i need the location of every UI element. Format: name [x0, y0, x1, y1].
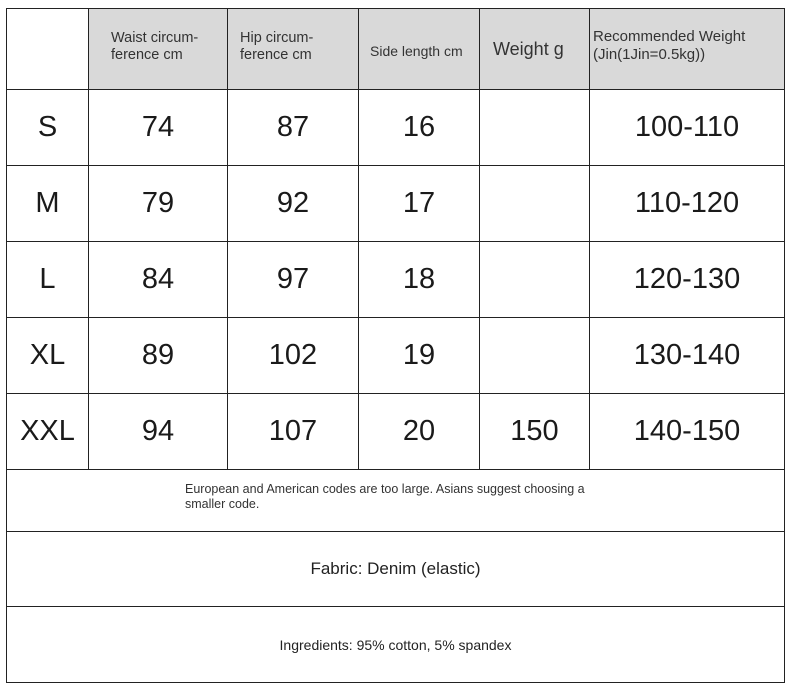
- hip-value: 87: [228, 90, 359, 166]
- recommended-weight-value: 120-130: [590, 242, 785, 318]
- header-hip: Hip circum-ference cm: [228, 9, 359, 90]
- size-label: S: [7, 90, 89, 166]
- waist-value: 79: [89, 166, 228, 242]
- hip-value: 92: [228, 166, 359, 242]
- table-row: [7, 242, 785, 318]
- size-label: L: [7, 242, 89, 318]
- header-recommended-weight: Recommended Weight (Jin(1Jin=0.5kg)): [590, 9, 785, 90]
- weight-value: 150: [480, 394, 590, 470]
- size-label: M: [7, 166, 89, 242]
- hip-value: 107: [228, 394, 359, 470]
- waist-value: 74: [89, 90, 228, 166]
- recommended-weight-value: 100-110: [590, 90, 785, 166]
- table-row: [7, 394, 785, 470]
- header-corner-cell: [7, 9, 89, 90]
- recommended-weight-value: 130-140: [590, 318, 785, 394]
- table-row: [7, 166, 785, 242]
- recommended-weight-value: 140-150: [590, 394, 785, 470]
- side-length-value: 16: [359, 90, 480, 166]
- size-chart-table: [6, 8, 785, 683]
- side-length-value: 19: [359, 318, 480, 394]
- weight-value: [480, 242, 590, 318]
- fabric-row: [7, 532, 785, 607]
- header-side-length: Side length cm: [359, 9, 480, 90]
- note-row: [7, 470, 785, 532]
- waist-value: 94: [89, 394, 228, 470]
- header-weight: Weight g: [480, 9, 590, 90]
- size-label: XL: [7, 318, 89, 394]
- weight-value: [480, 166, 590, 242]
- ingredients-text: Ingredients: 95% cotton, 5% spandex: [7, 607, 785, 683]
- side-length-value: 20: [359, 394, 480, 470]
- fabric-text: Fabric: Denim (elastic): [7, 532, 785, 607]
- hip-value: 102: [228, 318, 359, 394]
- side-length-value: 17: [359, 166, 480, 242]
- weight-value: [480, 90, 590, 166]
- recommended-weight-value: 110-120: [590, 166, 785, 242]
- hip-value: 97: [228, 242, 359, 318]
- waist-value: 84: [89, 242, 228, 318]
- header-waist: Waist circum-ference cm: [89, 9, 228, 90]
- header-row: [7, 9, 785, 90]
- size-note-cell: [7, 470, 785, 532]
- waist-value: 89: [89, 318, 228, 394]
- ingredients-row: [7, 607, 785, 683]
- table-row: [7, 318, 785, 394]
- side-length-value: 18: [359, 242, 480, 318]
- size-note-text: European and American codes are too large. Asians suggest choosing a smaller code.: [185, 481, 585, 511]
- table-row: [7, 90, 785, 166]
- weight-value: [480, 318, 590, 394]
- size-label: XXL: [7, 394, 89, 470]
